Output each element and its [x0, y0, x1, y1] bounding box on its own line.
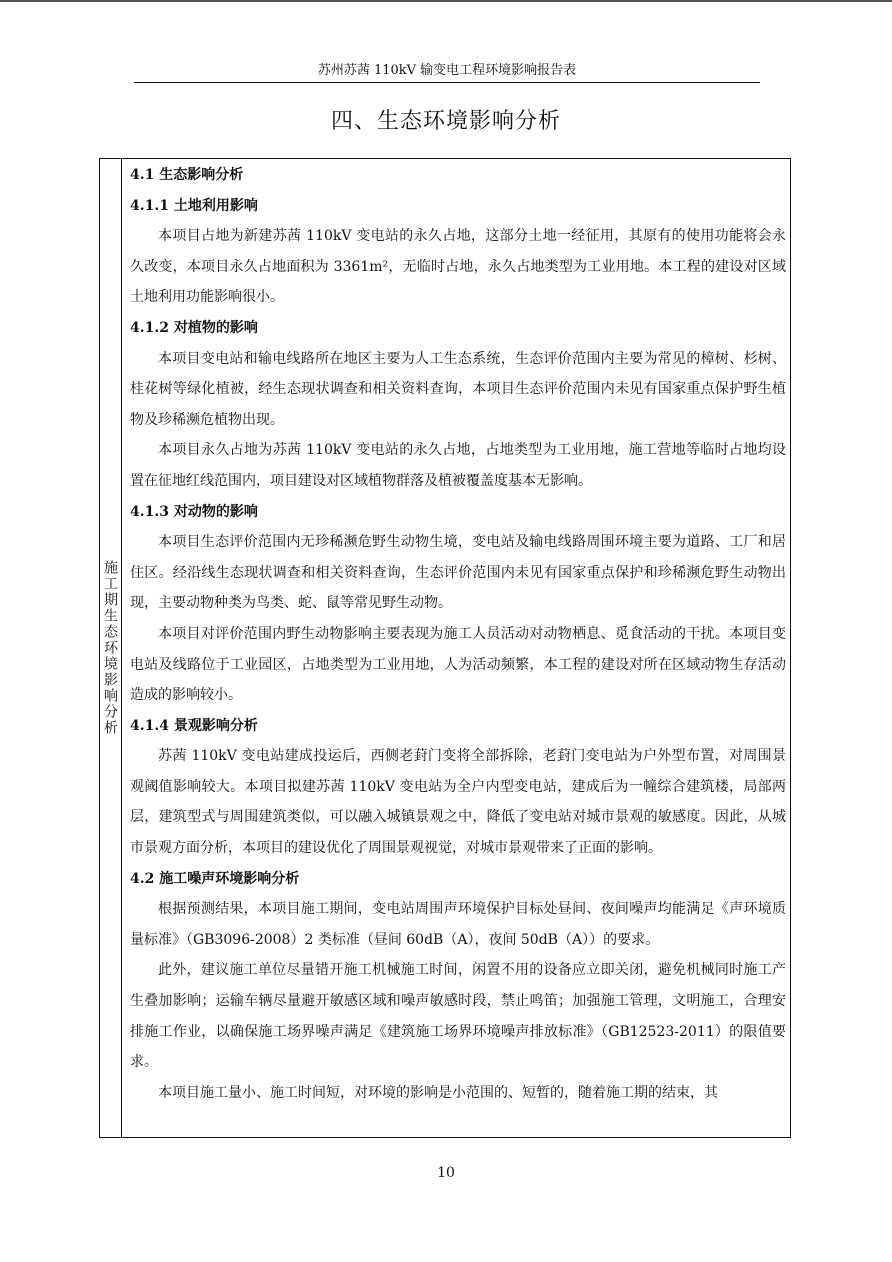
section-heading-4-2: 4.2 施工噪声环境影响分析 [130, 870, 300, 887]
paragraph-plants-2: 本项目永久占地为苏茜 110kV 变电站的永久占地，占地类型为工业用地，施工营地等临时占地均设置在征地红线范围内，项目建设对区域植物群落及植被覆盖度基本无影响。 [130, 442, 786, 489]
paragraph-noise-1: 根据预测结果，本项目施工期间，变电站周围声环境保护目标处昼间、夜间噪声均能满足《声环境质量标准》（GB3096-2008）2 类标准（昼间 60dB（A），夜间 50dB（A））的要求。 [130, 901, 786, 948]
side-label-text: 施工期生态环境影响分析 [102, 560, 118, 736]
paragraph-land-use: 本项目占地为新建苏茜 110kV 变电站的永久占地，这部分土地一经征用，其原有的使用功能将会永久改变，本项目永久占地面积为 3361m²，无临时占地，永久占地类型为工业用地。本工程的建设对区域土地利用功能影响很小。 [130, 228, 786, 306]
paragraph-animals-2: 本项目对评价范围内野生动物影响主要表现为施工人员活动对动物栖息、觅食活动的干扰。本项目变电站及线路位于工业园区，占地类型为工业用地，人为活动频繁，本工程的建设对所在区域动物生存活动造成的影响较小。 [130, 625, 786, 704]
section-heading-4-1-2: 4.1.2 对植物的影响 [130, 319, 258, 336]
paragraph-landscape: 苏茜 110kV 变电站建成投运后，西侧老葑门变将全部拆除，老葑门变电站为户外型布置，对周围景观阈值影响较大。本项目拟建苏茜 110kV 变电站为全户内型变电站，建成后为一幢综合建筑楼，局部两层，建筑型式与周围建筑类似，可以融入城镇景观之中，降低了变电站对城市景观的敏感度。因此，从城市景观方面分析，本项目的建设优化了周围景观视觉，对城市景观带来了正面的影响。 [130, 748, 786, 857]
page-title: 四、生态环境影响分析 [330, 109, 561, 134]
side-column-divider [121, 158, 122, 1138]
paragraph-plants-1: 本项目变电站和输电线路所在地区主要为人工生态系统，生态评价范围内主要为常见的樟树、杉树、桂花树等绿化植被，经生态现状调查和相关资料查询，本项目生态评价范围内未见有国家重点保护野生植物及珍稀濒危植物出现。 [130, 350, 786, 428]
running-header: 苏州苏茜 110kV 输变电工程环境影响报告表 [317, 63, 577, 78]
side-label-cell [99, 158, 121, 1138]
section-heading-4-1: 4.1 生态影响分析 [130, 167, 244, 183]
paragraph-animals-1: 本项目生态评价范围内无珍稀濒危野生动物生境，变电站及输电线路周围环境主要为道路、工厂和居住区。经沿线生态现状调查和相关资料查询，生态评价范围内未见有国家重点保护和珍稀濒危野生动物出现，主要动物种类为鸟类、蛇、鼠等常见野生动物。 [130, 534, 786, 612]
paragraph-noise-3: 本项目施工量小、施工时间短，对环境的影响是小范围的、短暂的，随着施工期的结束，其 [158, 1084, 718, 1101]
page-top-border [0, 0, 892, 2]
header-rule [134, 82, 760, 83]
section-heading-4-1-3: 4.1.3 对动物的影响 [130, 503, 258, 520]
page-number: 10 [437, 1165, 455, 1181]
content-cell [130, 160, 786, 1108]
section-heading-4-1-4: 4.1.4 景观影响分析 [130, 717, 258, 734]
section-heading-4-1-1: 4.1.1 土地利用影响 [130, 197, 258, 214]
paragraph-noise-2: 此外，建议施工单位尽量错开施工机械施工时间，闲置不用的设备应立即关闭，避免机械同时施工产生叠加影响；运输车辆尽量避开敏感区域和噪声敏感时段，禁止鸣笛；加强施工管理，文明施工，合理安排施工作业，以确保施工场界噪声满足《建筑施工场界环境噪声排放标准》（GB12523-2011）的限值要求。 [130, 962, 786, 1071]
